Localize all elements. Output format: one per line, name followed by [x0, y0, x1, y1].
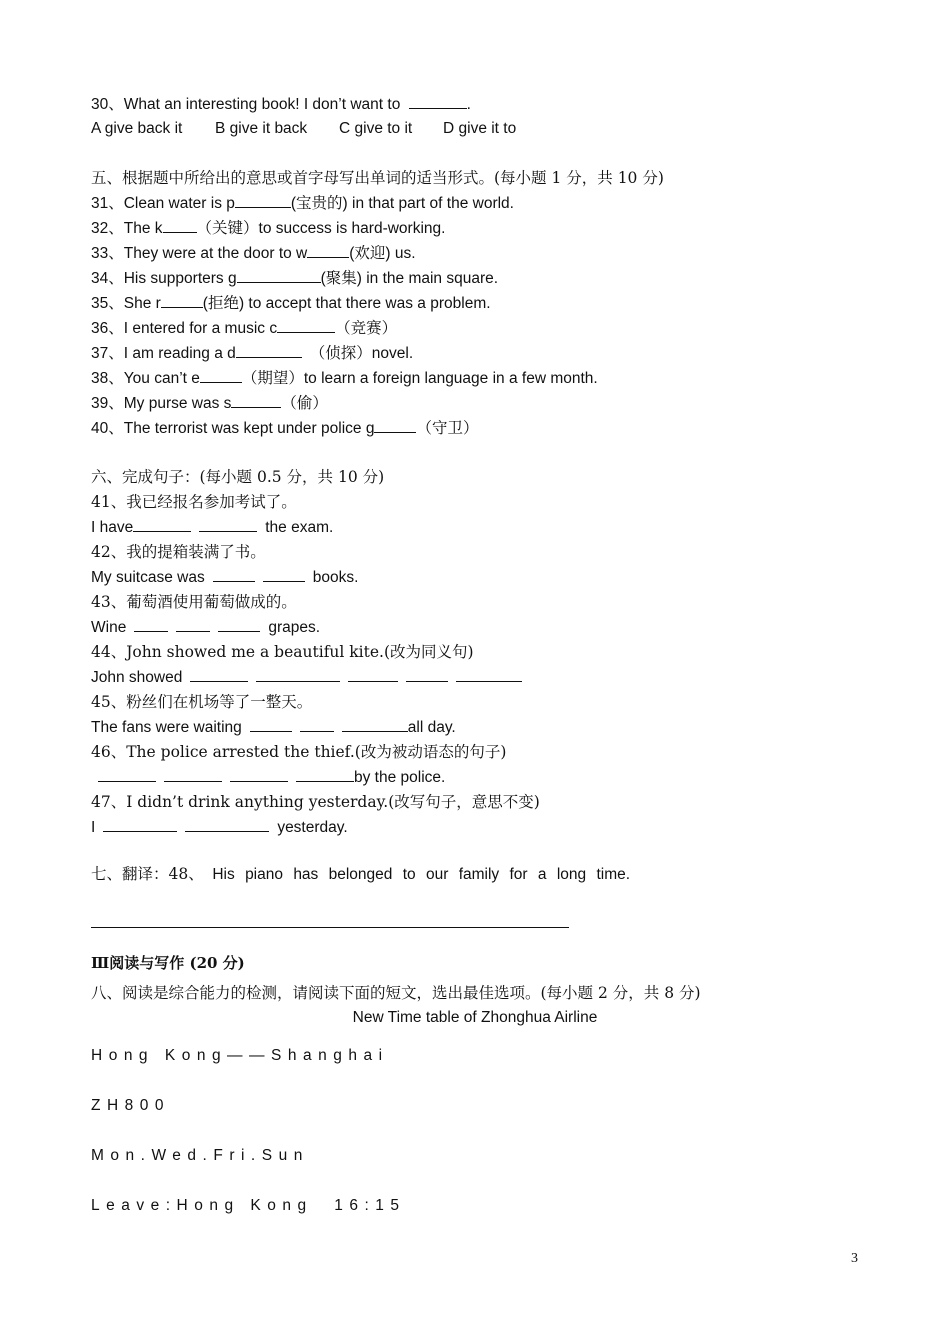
answer-blank[interactable]	[98, 767, 156, 782]
question-38: 38、You can’t e （期望）to learn a foreign language in a few month.	[91, 370, 598, 387]
answer-blank[interactable]	[342, 717, 408, 732]
question-46-prompt: 46、The police arrested the thief.(改为被动语态的句子)	[91, 743, 507, 761]
question-31: 31、Clean water is p (宝贵的) in that part of the world.	[91, 195, 514, 212]
answer-blank[interactable]	[161, 293, 203, 308]
answer-blank[interactable]	[230, 767, 288, 782]
translation-sentence: His piano has belonged to our family for a long time.	[212, 866, 631, 883]
answer-blank[interactable]	[277, 318, 335, 333]
question-47-answer: I yesterday.	[91, 819, 348, 836]
answer-blank[interactable]	[263, 567, 305, 582]
option-a[interactable]: A give back it	[91, 120, 183, 137]
question-44-answer: John showed	[91, 667, 522, 688]
answer-blank[interactable]	[456, 667, 522, 682]
answer-blank[interactable]	[374, 418, 416, 433]
question-44-prompt: 44、John showed me a beautiful kite.(改为同义句)	[91, 643, 474, 661]
answer-blank[interactable]	[250, 717, 292, 732]
question-33: 33、They were at the door to w (欢迎) us.	[91, 245, 416, 262]
answer-blank[interactable]	[236, 343, 302, 358]
answer-blank[interactable]	[134, 617, 168, 632]
option-d[interactable]: D give it to	[443, 120, 517, 137]
question-37: 37、I am reading a d （侦探）novel.	[91, 345, 414, 362]
question-42-chinese: 42、我的提箱装满了书。	[91, 543, 266, 561]
timetable-route: Hong Kong——Shanghai	[91, 1047, 389, 1064]
section-5-header: 五、根据题中所给出的意思或首字母写出单词的适当形式。(每小题 1 分，共 10 分)	[91, 169, 664, 187]
section-6-header: 六、完成句子：(每小题 0.5 分，共 10 分)	[91, 468, 385, 486]
answer-blank[interactable]	[348, 667, 398, 682]
question-40: 40、The terrorist was kept under police g （守卫）	[91, 420, 479, 437]
answer-blank[interactable]	[406, 667, 448, 682]
answer-blank[interactable]	[300, 717, 334, 732]
question-46-answer: by the police.	[98, 767, 445, 788]
answer-blank[interactable]	[307, 243, 349, 258]
answer-blank[interactable]	[256, 667, 340, 682]
question-43-answer: Wine grapes.	[91, 619, 321, 636]
question-45-chinese: 45、粉丝们在机场等了一整天。	[91, 693, 313, 711]
answer-blank[interactable]	[199, 517, 257, 532]
question-41-answer: I have the exam.	[91, 519, 334, 536]
answer-blank[interactable]	[133, 517, 191, 532]
answer-blank[interactable]	[235, 193, 291, 208]
section-8-header: 八、阅读是综合能力的检测，请阅读下面的短文，选出最佳选项。(每小题 2 分，共 8 分)	[91, 984, 701, 1002]
question-30-prompt: 30、What an interesting book! I don’t want to	[91, 96, 401, 113]
question-36: 36、I entered for a music c （竞赛）	[91, 320, 398, 337]
timetable-title: New Time table of Zhonghua Airline	[352, 1009, 598, 1026]
question-42-answer: My suitcase was books.	[91, 569, 359, 586]
section-7-label: 七、翻译：48、	[91, 865, 204, 883]
answer-blank[interactable]	[213, 567, 255, 582]
question-39: 39、My purse was s （偷）	[91, 395, 328, 412]
question-41-chinese: 41、我已经报名参加考试了。	[91, 493, 297, 511]
timetable-days: Mon.Wed.Fri.Sun	[91, 1147, 309, 1164]
answer-blank[interactable]	[409, 94, 467, 109]
question-34: 34、His supporters g (聚集) in the main square.	[91, 270, 499, 287]
answer-blank[interactable]	[231, 393, 281, 408]
answer-blank[interactable]	[185, 817, 269, 832]
timetable-flight: ZH800	[91, 1097, 171, 1114]
question-30-options	[91, 119, 516, 139]
option-b[interactable]: B give it back	[215, 120, 308, 137]
timetable-leave: Leave:Hong Kong 16:15	[91, 1197, 406, 1214]
section-7-translation	[91, 864, 630, 885]
question-43-chinese: 43、葡萄酒使用葡萄做成的。	[91, 593, 297, 611]
question-47-prompt: 47、I didn’t drink anything yesterday.(改写句子，意思不变)	[91, 793, 540, 811]
question-32: 32、The k （关键）to success is hard-working.	[91, 220, 446, 237]
page-number: 3	[851, 1251, 858, 1266]
answer-blank[interactable]	[218, 617, 260, 632]
answer-blank[interactable]	[237, 268, 321, 283]
question-30: 30、What an interesting book! I don’t want to .	[91, 96, 471, 113]
answer-blank[interactable]	[103, 817, 177, 832]
answer-blank[interactable]	[163, 218, 197, 233]
part-3-title: Ⅲ阅读与写作 (20 分)	[91, 954, 245, 972]
answer-blank[interactable]	[164, 767, 222, 782]
option-c[interactable]: C give to it	[339, 120, 413, 137]
translation-answer-line[interactable]	[91, 927, 569, 928]
question-35: 35、She r (拒绝) to accept that there was a problem.	[91, 295, 491, 312]
answer-blank[interactable]	[200, 368, 242, 383]
answer-blank[interactable]	[190, 667, 248, 682]
answer-blank[interactable]	[296, 767, 354, 782]
question-45-answer: The fans were waiting all day.	[91, 719, 456, 736]
answer-blank[interactable]	[176, 617, 210, 632]
